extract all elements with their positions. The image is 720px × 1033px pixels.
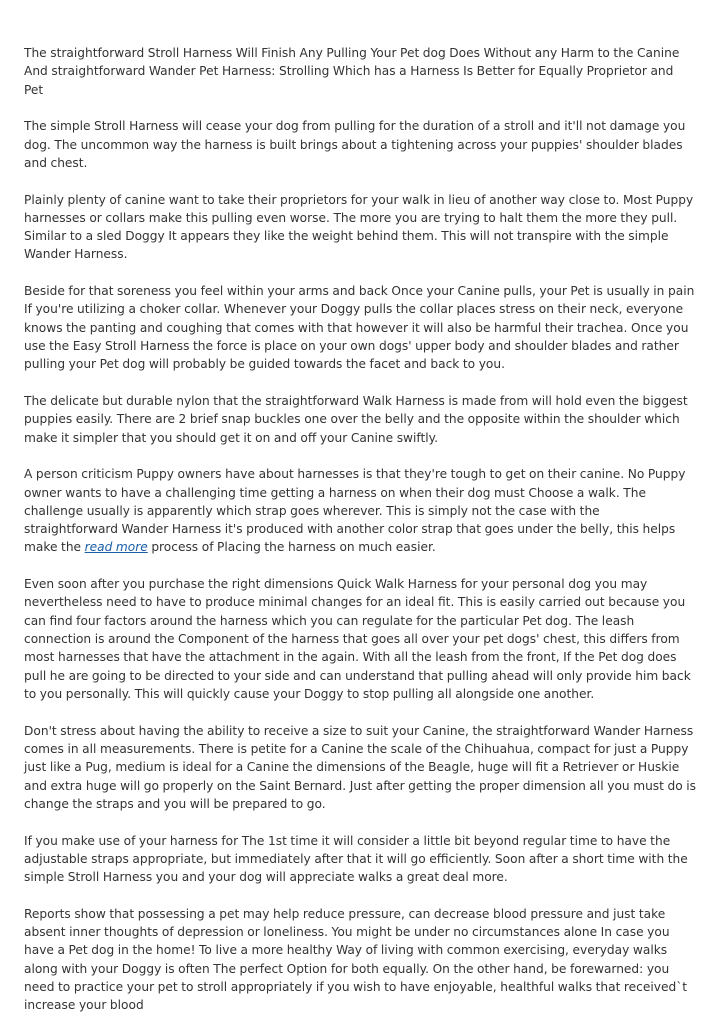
article-body <box>24 44 696 1033</box>
paragraph-10: Reports show that possessing a pet may help reduce pressure, can decrease blood pressure and just take absent inner thoughts of depression or loneliness. You might be under no circumstances alone In case you have a Pet dog in the home! To live a more healthy Way of living with common exercising, everyday walks along with your Doggy is often The perfect Option for both equally. On the other hand, be forewarned: you need to practice your pet to stroll appropriately if you wish to have enjoyable, healthful walks that received`t increase your blood <box>24 906 688 1013</box>
paragraph-1: The straightforward Stroll Harness Will Finish Any Pulling Your Pet dog Does Without any Harm to the Canine And straightforward Wander Pet Harness: Strolling Which has a Harness Is Better for Equally Proprietor and Pet <box>24 46 680 97</box>
paragraph-7: Even soon after you purchase the right dimensions Quick Walk Harness for your personal dog you may nevertheless need to have to produce minimal changes for an ideal fit. This is easily carried out because you can find four factors around the harness which you can regulate for the particular Pet dog. The leash connection is around the Component of the harness that goes all over your pet dogs' chest, this differs from most harnesses that have the attachment in the again. With all the leash from the front, If the Pet dog does pull he are going to be directed to your side and can understand that pulling ahead will only provide him back to you personally. This will quickly cause your Doggy to stop pulling all alongside one another. <box>24 577 691 701</box>
paragraph-9: If you make use of your harness for The 1st time it will consider a little bit beyond regular time to have the adjustable straps appropriate, but immediately after that it will go efficiently. Soon after a short time with the simple Stroll Harness you and your dog will appreciate walks a great deal more. <box>24 833 688 885</box>
read-more-link[interactable]: read more <box>84 540 148 555</box>
paragraph-8: Don't stress about having the ability to receive a size to suit your Canine, the straightforward Wander Harness comes in all measurements. There is petite for a Canine the scale of the Chihuahua, compact for just a Puppy just like a Pug, medium is ideal for a Canine the dimensions of the Beagle, huge will fit a Retriever or Huskie and extra huge will go properly on the Saint Bernard. Just after getting the proper dimension all you must do is change the straps and you will be prepared to go. <box>24 723 696 811</box>
paragraph-6-text-after: process of Placing the harness on much easier. <box>147 540 436 555</box>
paragraph-6-text-before: A person criticism Puppy owners have about harnesses is that they're tough to get on their canine. No Puppy owner wants to have a challenging time getting a harness on when their dog must Choose a walk. The challenge usually is apparently which strap goes wherever. This is simply not the case with the straightforward Wander Harness it's produced with another color strap that goes under the belly, this helps make the <box>24 467 686 555</box>
paragraph-2: The simple Stroll Harness will cease your dog from pulling for the duration of a stroll and it'll not damage you dog. The uncommon way the harness is built brings about a tightening across your puppies' shoulder blades and chest. <box>24 119 686 170</box>
paragraph-6 <box>24 465 696 556</box>
paragraph-4: Beside for that soreness you feel within your arms and back Once your Canine pulls, your Pet is usually in pain If you're utilizing a choker collar. Whenever your Doggy pulls the collar places stress on their neck, everyone knows the panting and coughing that comes with that however it will also be harmful their trachea. Once you use the Easy Stroll Harness the force is place on your own dogs' upper body and shoulder blades and rather pulling your Pet dog will probably be guided towards the facet and back to you. <box>24 284 695 372</box>
paragraph-5: The delicate but durable nylon that the straightforward Walk Harness is made from will hold even the biggest puppies easily. There are 2 brief snap buckles one over the belly and the opposite within the shoulder which make it simpler that you should get it on and off your Canine swiftly. <box>24 394 688 445</box>
paragraph-3: Plainly plenty of canine want to take their proprietors for your walk in lieu of another way close to. Most Puppy harnesses or collars make this pulling even worse. The more you are trying to halt them the more they pull. Similar to a sled Doggy It appears they like the weight behind them. This will not transpire with the simple Wander Harness. <box>24 192 694 262</box>
